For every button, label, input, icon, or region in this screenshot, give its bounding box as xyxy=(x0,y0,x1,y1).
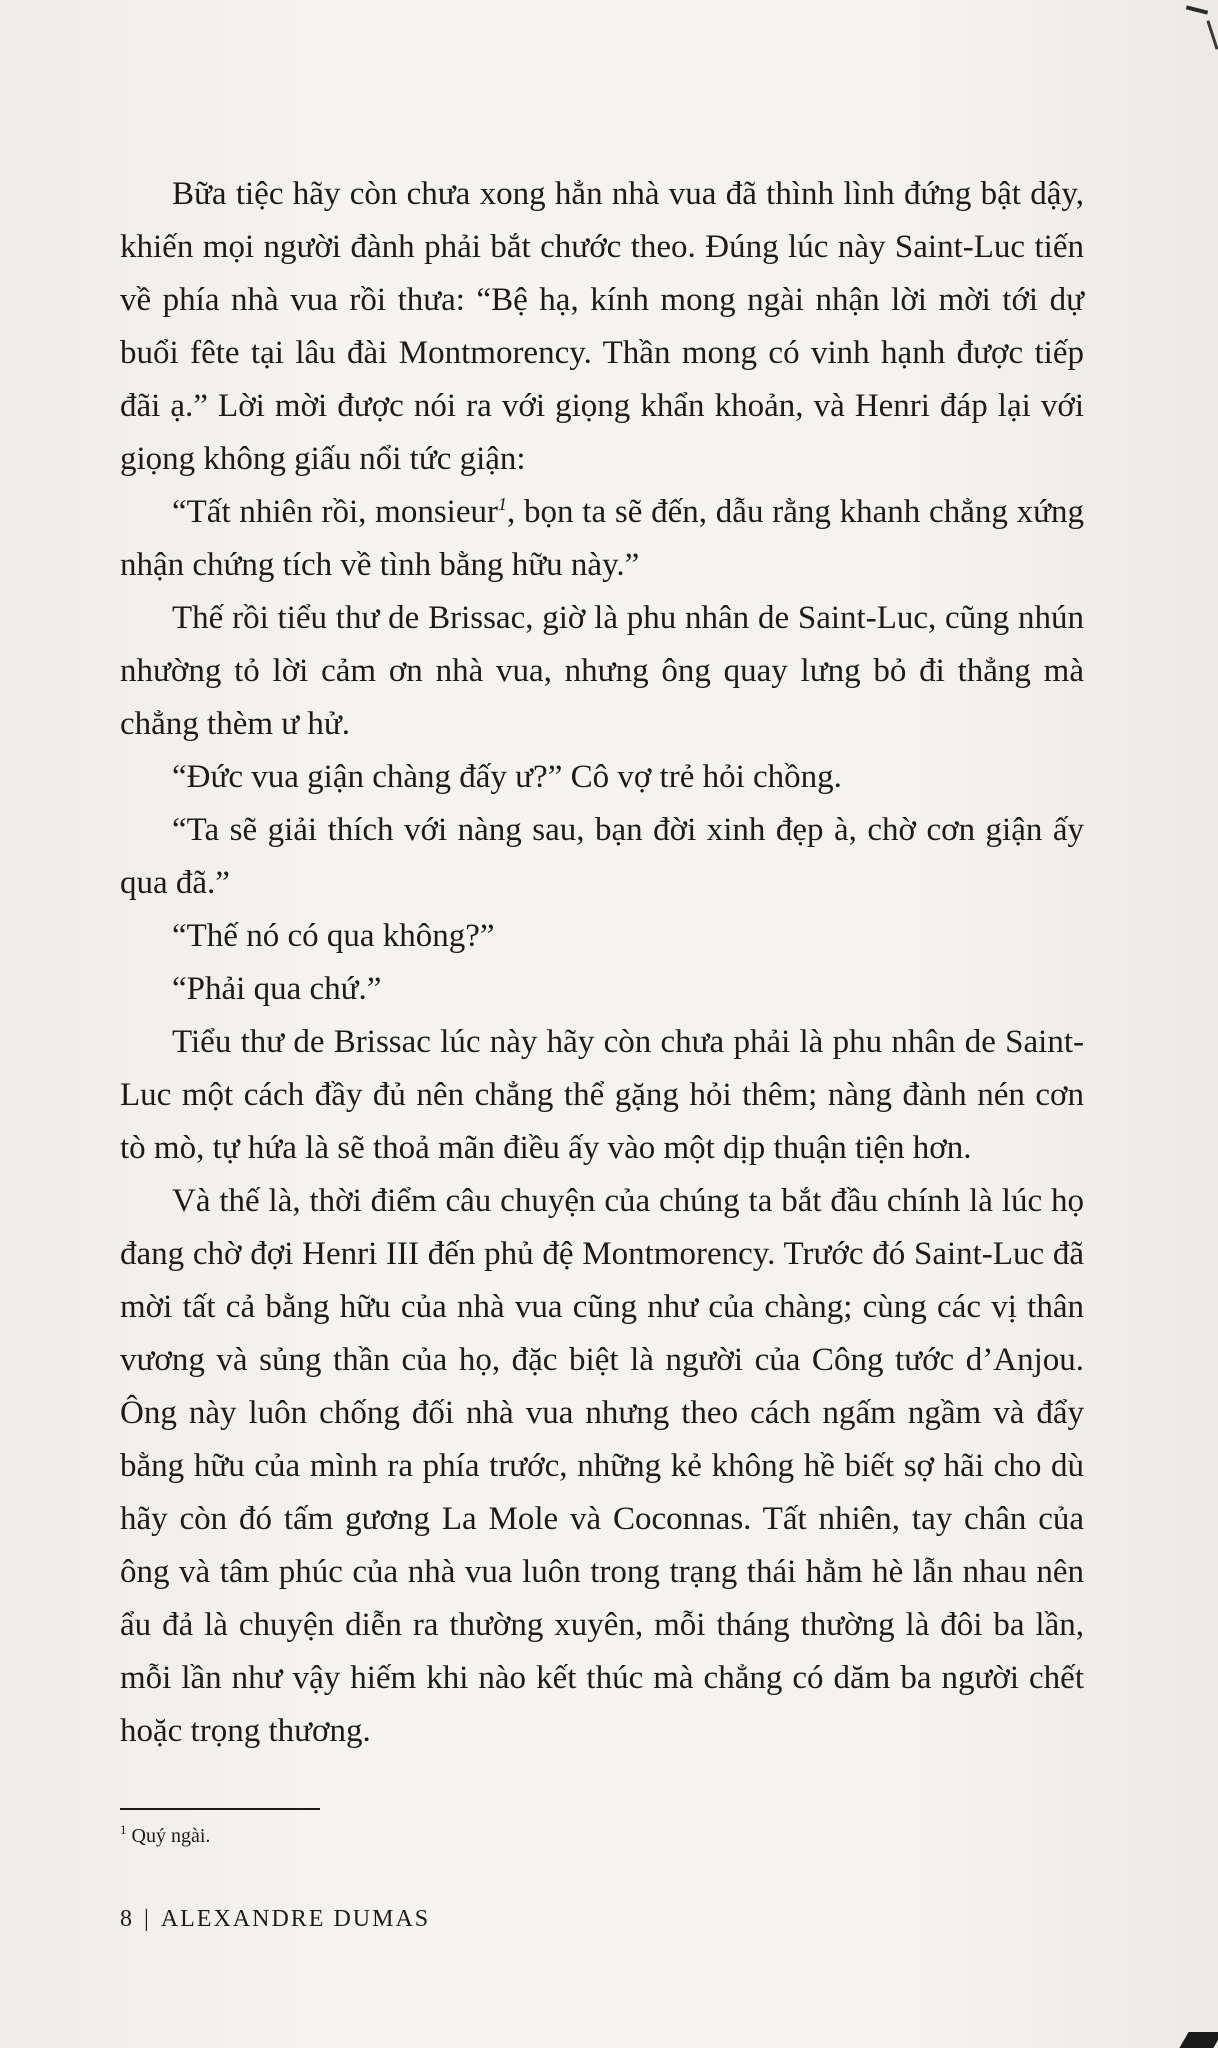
running-footer xyxy=(120,1903,430,1935)
paragraph-text: , bọn ta sẽ đến, dẫu rằng khanh chẳng xứng nhận chứng tích về tình bằng hữu này.” xyxy=(120,494,1084,583)
footnote-divider xyxy=(120,1808,320,1810)
page-edge-shadow xyxy=(1179,2032,1218,2048)
footnote xyxy=(120,1822,210,1850)
author-name: ALEXANDRE DUMAS xyxy=(160,1906,431,1932)
page-corner-mark xyxy=(1178,0,1218,60)
footer-separator: | xyxy=(144,1906,151,1932)
paragraph-text: “Tất nhiên rồi, monsieur xyxy=(172,494,498,530)
paragraph: Bữa tiệc hãy còn chưa xong hẳn nhà vua đã thình lình đứng bật dậy, khiến mọi người đành phải bắt chước theo. Đúng lúc này Saint-Luc tiến về phía nhà vua rồi thưa: “Bệ hạ, kính mong ngài nhận lời mời tới dự buổi fête tại lâu đài Montmorency. Thần mong có vinh hạnh được tiếp đãi ạ.” Lời mời được nói ra với giọng khẩn khoản, và Henri đáp lại với giọng không giấu nổi tức giận: xyxy=(120,176,1084,477)
paragraph: “Thế nó có qua không?” xyxy=(172,918,495,954)
paragraph: “Ta sẽ giải thích với nàng sau, bạn đời xinh đẹp à, chờ cơn giận ấy qua đã.” xyxy=(120,812,1084,901)
paragraph: “Phải qua chứ.” xyxy=(172,971,382,1007)
footnote-reference: 1 xyxy=(497,494,507,514)
paragraph: Và thế là, thời điểm câu chuyện của chúng ta bắt đầu chính là lúc họ đang chờ đợi Henri III đến phủ đệ Montmorency. Trước đó Saint-Luc đã mời tất cả bằng hữu của nhà vua cũng như của chàng; cùng các vị thân vương và sủng thần của họ, đặc biệt là người của Công tước d’Anjou. Ông này luôn chống đối nhà vua nhưng theo cách ngấm ngầm và đẩy bằng hữu của mình ra phía trước, những kẻ không hề biết sợ hãi cho dù hãy còn đó tấm gương La Mole và Coconnas. Tất nhiên, tay chân của ông và tâm phúc của nhà vua luôn trong trạng thái hằm hè lẫn nhau nên ẩu đả là chuyện diễn ra thường xuyên, mỗi tháng thường là đôi ba lần, mỗi lần như vậy hiếm khi nào kết thúc mà chẳng có dăm ba người chết hoặc trọng thương. xyxy=(120,1183,1084,1749)
footnote-text: Quý ngài. xyxy=(131,1825,211,1847)
paragraph xyxy=(120,486,1084,592)
page-number: 8 xyxy=(120,1906,134,1932)
body-text xyxy=(120,168,1084,1758)
footnote-number: 1 xyxy=(120,1822,127,1837)
paragraph: “Đức vua giận chàng đấy ư?” Cô vợ trẻ hỏi chồng. xyxy=(172,759,842,795)
paragraph: Thế rồi tiểu thư de Brissac, giờ là phu nhân de Saint-Luc, cũng nhún nhường tỏ lời cảm ơn nhà vua, nhưng ông quay lưng bỏ đi thẳng mà chẳng thèm ư hử. xyxy=(120,600,1084,742)
paragraph: Tiểu thư de Brissac lúc này hãy còn chưa phải là phu nhân de Saint-Luc một cách đầy đủ nên chẳng thể gặng hỏi thêm; nàng đành nén cơn tò mò, tự hứa là sẽ thoả mãn điều ấy vào một dịp thuận tiện hơn. xyxy=(120,1024,1084,1166)
